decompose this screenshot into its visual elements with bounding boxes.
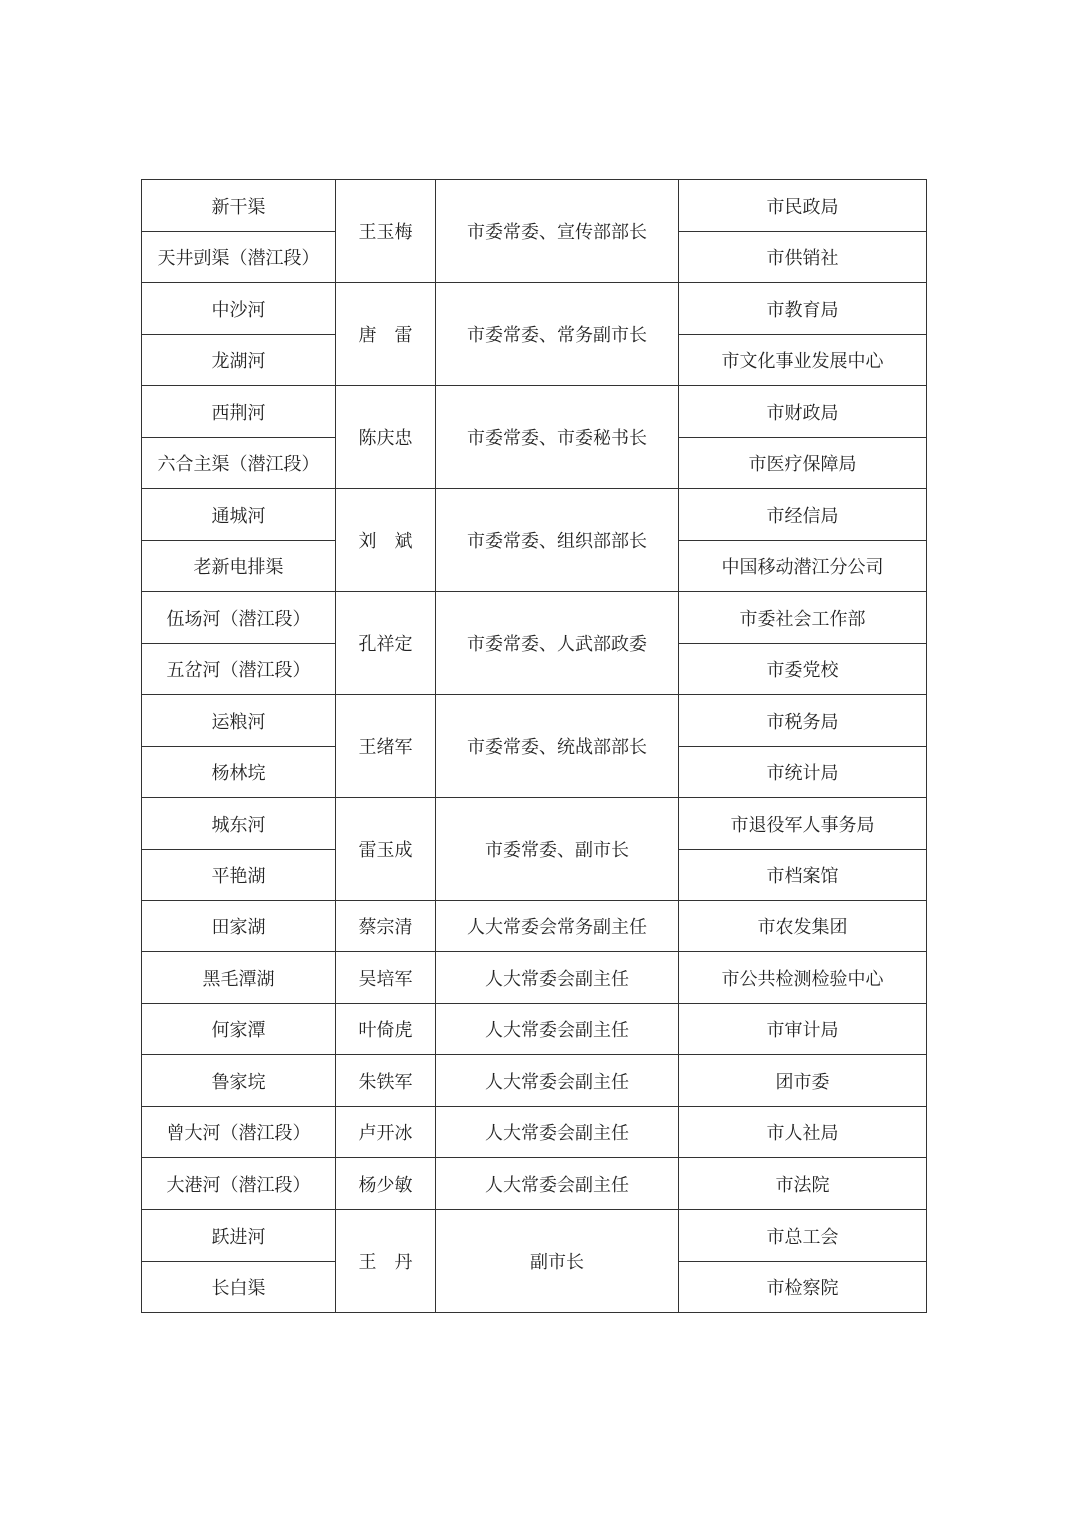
table-row	[142, 592, 927, 644]
river-name-cell: 田家湖	[142, 901, 336, 952]
river-name-cell: 跃进河	[142, 1210, 336, 1262]
leader-name-cell: 蔡宗清	[336, 901, 436, 952]
leader-name-cell: 陈庆忠	[336, 386, 436, 489]
table-row	[142, 952, 927, 1004]
responsible-unit-cell: 市退役军人事务局	[679, 798, 927, 850]
leader-title-cell: 市委常委、组织部部长	[436, 489, 679, 592]
leader-name-cell: 王玉梅	[336, 180, 436, 283]
responsible-unit-cell: 市民政局	[679, 180, 927, 232]
river-name-cell: 长白渠	[142, 1262, 336, 1313]
responsible-unit-cell: 市检察院	[679, 1262, 927, 1313]
river-name-cell: 何家潭	[142, 1004, 336, 1055]
leader-name-cell: 朱铁军	[336, 1055, 436, 1107]
table-row	[142, 901, 927, 952]
table-row	[142, 1210, 927, 1262]
assignment-table	[141, 179, 927, 1313]
leader-title-cell: 人大常委会副主任	[436, 1107, 679, 1158]
table-row	[142, 386, 927, 438]
table-row	[142, 1004, 927, 1055]
leader-title-cell: 市委常委、宣传部部长	[436, 180, 679, 283]
river-name-cell: 六合主渠（潜江段）	[142, 438, 336, 489]
river-name-cell: 伍场河（潜江段）	[142, 592, 336, 644]
responsible-unit-cell: 市审计局	[679, 1004, 927, 1055]
leader-title-cell: 人大常委会常务副主任	[436, 901, 679, 952]
leader-name-cell: 唐 雷	[336, 283, 436, 386]
river-name-cell: 平艳湖	[142, 850, 336, 901]
table-body	[142, 180, 927, 1313]
leader-name-cell: 吴培军	[336, 952, 436, 1004]
table-row	[142, 489, 927, 541]
leader-title-cell: 人大常委会副主任	[436, 952, 679, 1004]
river-name-cell: 西荆河	[142, 386, 336, 438]
table-row	[142, 1107, 927, 1158]
responsible-unit-cell: 市档案馆	[679, 850, 927, 901]
leader-title-cell: 市委常委、市委秘书长	[436, 386, 679, 489]
leader-name-cell: 孔祥定	[336, 592, 436, 695]
leader-title-cell: 市委常委、副市长	[436, 798, 679, 901]
responsible-unit-cell: 市公共检测检验中心	[679, 952, 927, 1004]
river-name-cell: 曾大河（潜江段）	[142, 1107, 336, 1158]
river-name-cell: 五岔河（潜江段）	[142, 644, 336, 695]
responsible-unit-cell: 市总工会	[679, 1210, 927, 1262]
river-name-cell: 大港河（潜江段）	[142, 1158, 336, 1210]
responsible-unit-cell: 市统计局	[679, 747, 927, 798]
river-name-cell: 黑毛潭湖	[142, 952, 336, 1004]
river-name-cell: 龙湖河	[142, 335, 336, 386]
river-name-cell: 中沙河	[142, 283, 336, 335]
river-name-cell: 新干渠	[142, 180, 336, 232]
responsible-unit-cell: 市农发集团	[679, 901, 927, 952]
responsible-unit-cell: 市税务局	[679, 695, 927, 747]
river-name-cell: 通城河	[142, 489, 336, 541]
river-name-cell: 城东河	[142, 798, 336, 850]
responsible-unit-cell: 市委社会工作部	[679, 592, 927, 644]
leader-title-cell: 人大常委会副主任	[436, 1004, 679, 1055]
leader-name-cell: 叶倚虎	[336, 1004, 436, 1055]
responsible-unit-cell: 中国移动潜江分公司	[679, 541, 927, 592]
leader-title-cell: 市委常委、人武部政委	[436, 592, 679, 695]
leader-title-cell: 人大常委会副主任	[436, 1158, 679, 1210]
leader-name-cell: 刘 斌	[336, 489, 436, 592]
table-row	[142, 695, 927, 747]
responsible-unit-cell: 市法院	[679, 1158, 927, 1210]
responsible-unit-cell: 市教育局	[679, 283, 927, 335]
river-name-cell: 老新电排渠	[142, 541, 336, 592]
responsible-unit-cell: 市人社局	[679, 1107, 927, 1158]
responsible-unit-cell: 市文化事业发展中心	[679, 335, 927, 386]
table-row	[142, 180, 927, 232]
leader-name-cell: 雷玉成	[336, 798, 436, 901]
responsible-unit-cell: 市经信局	[679, 489, 927, 541]
responsible-unit-cell: 团市委	[679, 1055, 927, 1107]
leader-name-cell: 王 丹	[336, 1210, 436, 1313]
leader-name-cell: 杨少敏	[336, 1158, 436, 1210]
table-row	[142, 283, 927, 335]
river-name-cell: 杨林垸	[142, 747, 336, 798]
leader-title-cell: 副市长	[436, 1210, 679, 1313]
responsible-unit-cell: 市委党校	[679, 644, 927, 695]
responsible-unit-cell: 市财政局	[679, 386, 927, 438]
leader-name-cell: 卢开冰	[336, 1107, 436, 1158]
responsible-unit-cell: 市供销社	[679, 232, 927, 283]
river-name-cell: 天井剅渠（潜江段）	[142, 232, 336, 283]
leader-title-cell: 人大常委会副主任	[436, 1055, 679, 1107]
table-row	[142, 798, 927, 850]
river-name-cell: 运粮河	[142, 695, 336, 747]
leader-title-cell: 市委常委、常务副市长	[436, 283, 679, 386]
responsible-unit-cell: 市医疗保障局	[679, 438, 927, 489]
table-row	[142, 1055, 927, 1107]
leader-name-cell: 王绪军	[336, 695, 436, 798]
river-name-cell: 鲁家垸	[142, 1055, 336, 1107]
leader-title-cell: 市委常委、统战部部长	[436, 695, 679, 798]
table-row	[142, 1158, 927, 1210]
